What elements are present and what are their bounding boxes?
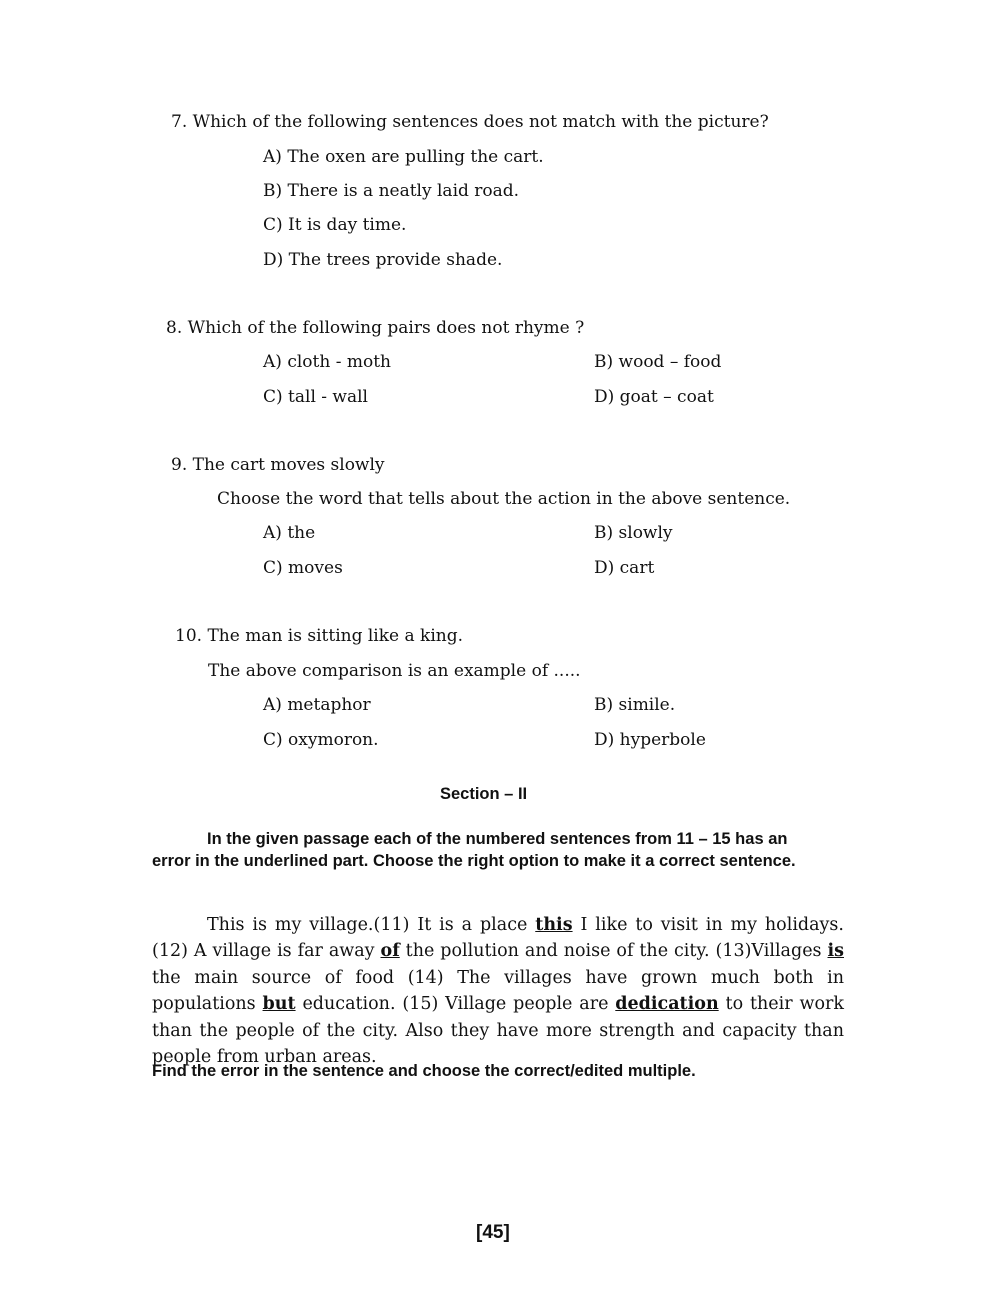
- underlined-error-11: this: [535, 915, 573, 935]
- q7-option-a: A) The oxen are pulling the cart.: [263, 147, 544, 167]
- q9-instruction: Choose the word that tells about the action in the above sentence.: [217, 489, 791, 509]
- underlined-error-13: is: [827, 941, 844, 962]
- passage-text: I like to visit in my holidays.(12) A village is far away: [152, 915, 844, 962]
- q9-option-c: C) moves: [263, 558, 343, 578]
- section-title: Section – II: [440, 785, 528, 803]
- question-8: 8. Which of the following pairs does not rhyme ?: [166, 318, 585, 338]
- q7-option-b: B) There is a neatly laid road.: [263, 181, 520, 201]
- q8-option-a: A) cloth - moth: [263, 352, 391, 372]
- passage-text: the pollution and noise of the city. (13)Villages: [399, 941, 828, 962]
- question-9: 9. The cart moves slowly: [171, 455, 385, 475]
- q10-option-b: B) simile.: [594, 695, 676, 715]
- q10-option-d: D) hyperbole: [594, 730, 706, 750]
- q9-option-a: A) the: [263, 523, 316, 543]
- final-instruction: Find the error in the sentence and choose the correct/edited multiple.: [152, 1062, 696, 1080]
- q7-option-d: D) The trees provide shade.: [263, 250, 503, 270]
- q10-option-a: A) metaphor: [263, 695, 371, 715]
- q8-option-c: C) tall - wall: [263, 387, 368, 407]
- q10-instruction: The above comparison is an example of .....: [208, 661, 581, 681]
- section-instruction-line-1: In the given passage each of the numbered sentences from 11 – 15 has an: [207, 830, 788, 848]
- page-number: [45]: [476, 1222, 510, 1243]
- section-instruction-line-2: error in the underlined part. Choose the right option to make it a correct sentence.: [152, 852, 796, 870]
- passage-text: the main source of food (14) The villages have grown much both in populations: [152, 967, 844, 1015]
- q9-option-d: D) cart: [594, 558, 655, 578]
- passage: [152, 912, 844, 1070]
- q8-option-d: D) goat – coat: [594, 387, 714, 407]
- question-7: 7. Which of the following sentences does not match with the picture?: [171, 112, 769, 132]
- passage-text: to their work than the people of the city. Also they have more strength and capacity than people from urban areas.: [152, 994, 844, 1068]
- q7-option-c: C) It is day time.: [263, 215, 407, 235]
- question-10: 10. The man is sitting like a king.: [175, 626, 464, 646]
- q10-option-c: C) oxymoron.: [263, 730, 379, 750]
- q8-option-b: B) wood – food: [594, 352, 722, 372]
- underlined-error-14: but: [262, 994, 296, 1015]
- underlined-error-15: dedication: [615, 994, 719, 1015]
- underlined-error-12: of: [380, 941, 400, 962]
- q9-option-b: B) slowly: [594, 523, 673, 543]
- passage-text: education. (15) Village people are: [295, 994, 616, 1015]
- passage-text: This is my village.(11) It is a place: [207, 915, 536, 935]
